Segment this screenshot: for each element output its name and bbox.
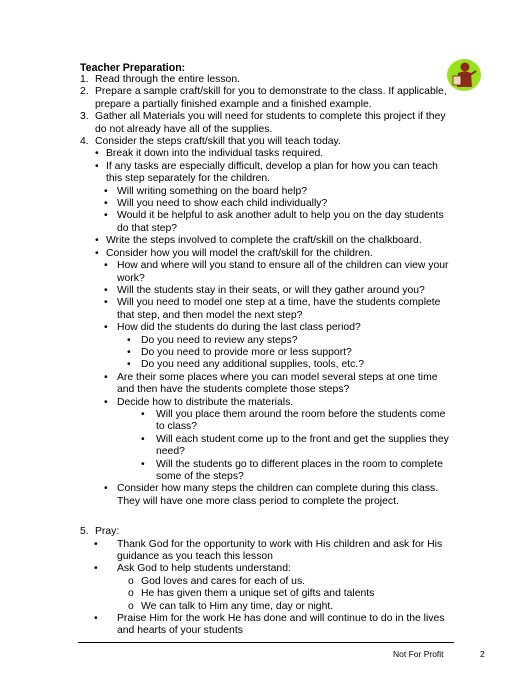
list-item-text: How did the students do during the last class period? xyxy=(117,322,361,334)
list-item-text: God loves and cares for each of us. xyxy=(141,575,306,587)
list-item-text: Would it be helpful to ask another adult to help you on the day students do that step? xyxy=(117,210,444,234)
list-marker: • xyxy=(141,408,145,420)
list-item xyxy=(80,588,452,600)
list-item xyxy=(80,285,452,297)
list-item xyxy=(80,539,452,564)
list-item-text: Will each student come up to the front and get the supplies they need? xyxy=(156,433,449,458)
list-item xyxy=(80,372,452,397)
list-item xyxy=(80,526,452,538)
list-marker: • xyxy=(104,322,108,334)
list-item xyxy=(80,459,452,484)
list-item xyxy=(80,198,452,210)
list-marker: • xyxy=(127,334,131,346)
list-item xyxy=(80,248,452,260)
list-marker: 4. xyxy=(80,136,89,148)
list-item xyxy=(80,186,452,198)
list-item xyxy=(80,74,452,86)
page-number: 2 xyxy=(480,649,485,659)
list-marker: • xyxy=(141,433,145,445)
list-marker: • xyxy=(104,284,108,296)
preparation-list xyxy=(80,74,452,638)
list-item-text: Pray: xyxy=(95,526,120,538)
list-item-text: Gather all Materials you will need for students to complete this project if they do not already have all of the supplies. xyxy=(95,111,446,135)
list-item-text: Ask God to help students understand: xyxy=(117,563,291,575)
list-item xyxy=(80,613,452,638)
list-marker: • xyxy=(94,613,98,625)
list-item xyxy=(80,397,452,409)
list-item xyxy=(80,136,452,148)
list-item xyxy=(80,260,452,285)
list-item xyxy=(80,235,452,247)
list-marker: • xyxy=(141,458,145,470)
list-item-text: Will you place them around the room before the students come to class? xyxy=(156,408,446,433)
list-item-text: Decide how to distribute the materials. xyxy=(117,396,294,408)
list-marker: • xyxy=(94,563,98,575)
list-marker: • xyxy=(104,198,108,210)
list-item-text: Break it down into the individual tasks required. xyxy=(106,148,324,160)
list-marker: o xyxy=(128,600,134,612)
footer-text: Not For Profit xyxy=(393,649,444,659)
list-item-text: Will writing something on the board help? xyxy=(117,185,308,197)
list-marker: • xyxy=(95,235,99,247)
list-item-text: Do you need any additional supplies, tools, etc.? xyxy=(141,359,364,371)
list-marker: 3. xyxy=(80,111,89,123)
list-marker: • xyxy=(95,160,99,172)
list-item-text: If any tasks are especially difficult, develop a plan for how you can teach this step separately for the children. xyxy=(106,160,438,185)
list-marker: o xyxy=(128,588,134,600)
list-item xyxy=(80,161,452,186)
list-marker: • xyxy=(104,210,108,222)
list-item xyxy=(80,409,452,434)
list-item-text: Read through the entire lesson. xyxy=(95,74,240,85)
list-marker: • xyxy=(127,346,131,358)
list-item-text: How and where will you stand to ensure all of the children can view your work? xyxy=(117,260,449,284)
list-item-text: Will you need to model one step at a time, have the students complete that step, and then model the next step? xyxy=(117,297,441,321)
list-item-text: Do you need to provide more or less support? xyxy=(141,346,352,358)
list-item xyxy=(80,148,452,160)
list-item-text: Do you need to review any steps? xyxy=(141,334,298,346)
list-marker: 5. xyxy=(80,526,89,538)
list-item-text: We can talk to Him any time, day or night. xyxy=(141,600,334,612)
list-marker: • xyxy=(104,297,108,309)
list-item-text: Will you need to show each child individually? xyxy=(117,198,328,210)
list-item-text: Prepare a sample craft/skill for you to demonstrate to the class. If applicable, prepare a partially finished example and a finished example. xyxy=(95,86,447,110)
list-item xyxy=(80,111,452,136)
list-item xyxy=(80,483,452,508)
list-item-text: Consider how you will model the craft/skill for the children. xyxy=(106,247,373,259)
list-item-text: Write the steps involved to complete the craft/skill on the chalkboard. xyxy=(106,235,422,247)
list-item-text: Praise Him for the work He has done and will continue to do in the lives and hearts of your students xyxy=(117,613,445,637)
list-item-text: Thank God for the opportunity to work with His children and ask for His guidance as you teach this lesson xyxy=(117,538,443,563)
list-marker: • xyxy=(104,185,108,197)
list-spacer xyxy=(80,508,452,526)
list-item-text: Will the students stay in their seats, or will they gather around you? xyxy=(117,284,425,296)
list-marker: 1. xyxy=(80,74,89,85)
list-marker: • xyxy=(95,247,99,259)
list-item-text: Are their some places where you can model several steps at one time and then have the students complete those steps? xyxy=(117,371,438,396)
list-item xyxy=(80,335,452,347)
list-marker: • xyxy=(127,359,131,371)
list-item-text: Consider how many steps the children can complete during this class. They will have one more class period to complete the project. xyxy=(117,483,439,507)
list-marker: • xyxy=(104,371,108,383)
list-item xyxy=(80,297,452,322)
list-marker: • xyxy=(94,538,98,550)
list-item xyxy=(80,601,452,613)
section-heading: Teacher Preparation: xyxy=(80,62,186,74)
list-item xyxy=(80,563,452,575)
list-marker: 2. xyxy=(80,86,89,98)
list-marker: • xyxy=(95,148,99,160)
list-item xyxy=(80,434,452,459)
footer-rule xyxy=(78,642,454,643)
list-item-text: Will the students go to different places in the room to complete some of the steps? xyxy=(156,458,443,482)
list-item xyxy=(80,576,452,588)
list-item xyxy=(80,86,452,111)
list-item-text: He has given them a unique set of gifts and talents xyxy=(141,588,375,600)
list-marker: • xyxy=(104,260,108,272)
list-item xyxy=(80,322,452,334)
list-item xyxy=(80,347,452,359)
list-item xyxy=(80,359,452,371)
list-marker: • xyxy=(104,396,108,408)
list-item-text: Consider the steps craft/skill that you will teach today. xyxy=(95,136,341,148)
list-marker: o xyxy=(128,575,134,587)
list-item xyxy=(80,210,452,235)
list-marker: • xyxy=(104,483,108,495)
